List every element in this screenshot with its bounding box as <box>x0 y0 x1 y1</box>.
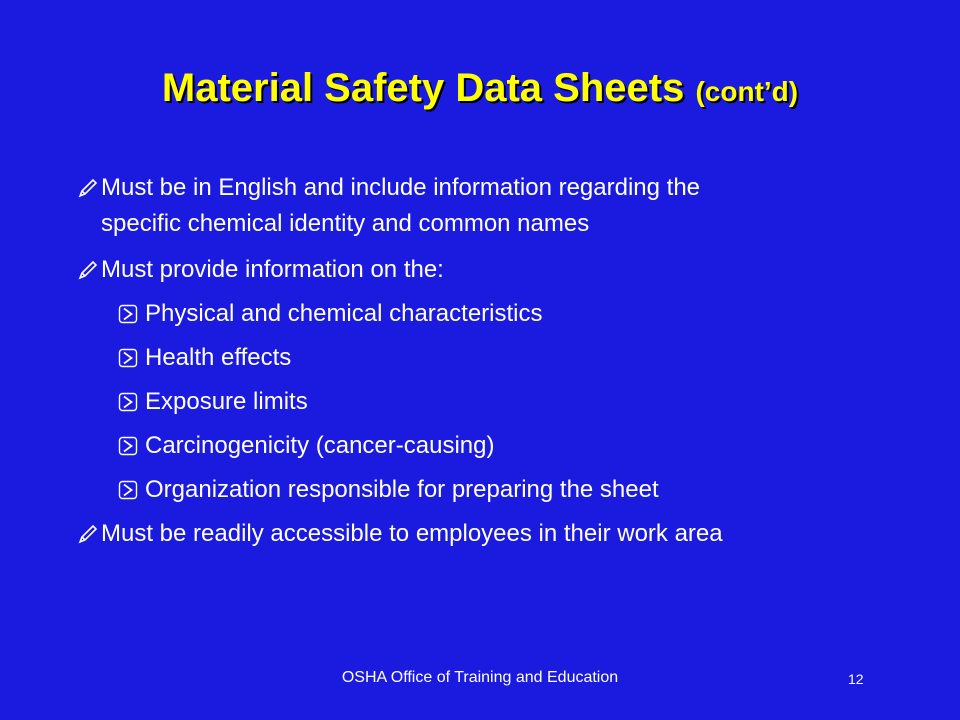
title-suffix: (cont’d) <box>695 76 799 107</box>
slide-footer: OSHA Office of Training and Education <box>341 669 619 686</box>
slide-title <box>0 62 960 118</box>
sub-bullet-text: Health effects <box>145 344 292 371</box>
bullet-item <box>0 171 960 243</box>
bullet-text: Must be readily accessible to employees in their work area <box>101 520 723 547</box>
bullet-item <box>0 253 960 287</box>
sub-bullet-item <box>0 341 960 375</box>
chevron-right-box-icon <box>118 392 142 412</box>
sub-bullet-text: Exposure limits <box>145 388 308 415</box>
bullet-text: Must provide information on the: <box>101 256 444 283</box>
pencil-icon <box>78 178 100 198</box>
sub-bullet-text: Physical and chemical characteristics <box>145 300 543 327</box>
sub-bullet-item <box>0 385 960 419</box>
sub-bullet-item <box>0 429 960 463</box>
title-main: Material Safety Data Sheets <box>161 66 685 110</box>
bullet-item <box>0 517 960 551</box>
sub-bullet-item <box>0 297 960 331</box>
sub-bullet-text: Organization responsible for preparing the sheet <box>145 476 659 503</box>
chevron-right-box-icon <box>118 480 142 500</box>
chevron-right-box-icon <box>118 436 142 456</box>
chevron-right-box-icon <box>118 348 142 368</box>
sub-bullet-text: Carcinogenicity (cancer-causing) <box>145 432 495 459</box>
sub-bullet-item <box>0 473 960 507</box>
bullet-text-continued: specific chemical identity and common names <box>101 210 590 237</box>
pencil-icon <box>78 524 100 544</box>
chevron-right-box-icon <box>118 304 142 324</box>
page-number: 12 <box>848 671 864 687</box>
pencil-icon <box>78 260 100 280</box>
bullet-text: Must be in English and include information regarding the <box>101 174 701 201</box>
